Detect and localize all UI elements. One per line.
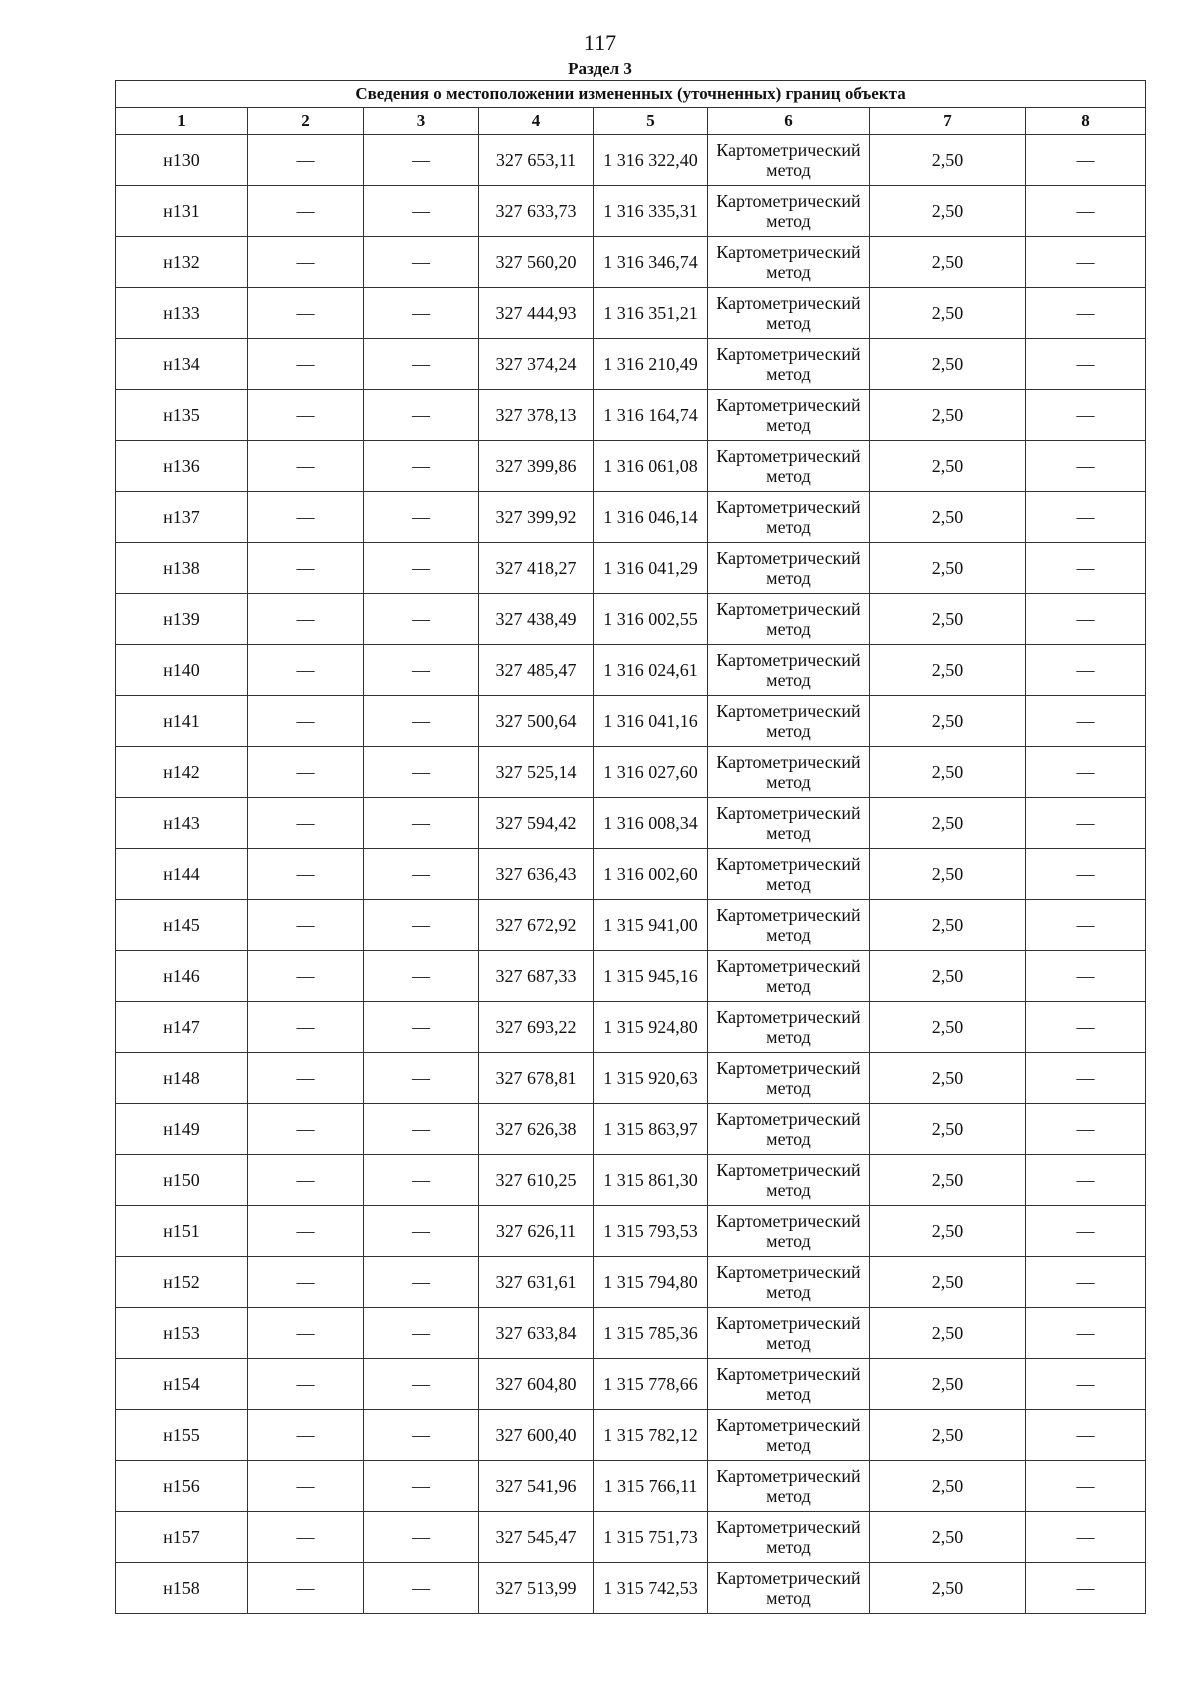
col3-cell: — bbox=[364, 186, 479, 237]
y-coordinate-cell: 1 315 782,12 bbox=[594, 1410, 708, 1461]
col8-cell: — bbox=[1026, 1512, 1146, 1563]
table-row bbox=[116, 339, 1146, 390]
column-number: 5 bbox=[594, 108, 708, 135]
x-coordinate-cell: 327 399,92 bbox=[479, 492, 594, 543]
y-coordinate-cell: 1 316 008,34 bbox=[594, 798, 708, 849]
col8-cell: — bbox=[1026, 1359, 1146, 1410]
accuracy-cell: 2,50 bbox=[870, 951, 1026, 1002]
accuracy-cell: 2,50 bbox=[870, 543, 1026, 594]
method-cell: Картометрический метод bbox=[708, 1410, 870, 1461]
col8-cell: — bbox=[1026, 594, 1146, 645]
section-title: Раздел 3 bbox=[568, 59, 632, 78]
table-row bbox=[116, 186, 1146, 237]
method-cell: Картометрический метод bbox=[708, 1308, 870, 1359]
table-row bbox=[116, 900, 1146, 951]
point-number-cell: н157 bbox=[116, 1512, 248, 1563]
x-coordinate-cell: 327 444,93 bbox=[479, 288, 594, 339]
column-number: 1 bbox=[116, 108, 248, 135]
col2-cell: — bbox=[248, 237, 364, 288]
col3-cell: — bbox=[364, 1461, 479, 1512]
col8-cell: — bbox=[1026, 1053, 1146, 1104]
col8-cell: — bbox=[1026, 390, 1146, 441]
method-cell: Картометрический метод bbox=[708, 288, 870, 339]
point-number-cell: н156 bbox=[116, 1461, 248, 1512]
y-coordinate-cell: 1 316 024,61 bbox=[594, 645, 708, 696]
table-row bbox=[116, 135, 1146, 186]
col3-cell: — bbox=[364, 1563, 479, 1614]
table-row bbox=[116, 1308, 1146, 1359]
col8-cell: — bbox=[1026, 237, 1146, 288]
method-cell: Картометрический метод bbox=[708, 900, 870, 951]
table-row bbox=[116, 1359, 1146, 1410]
method-cell: Картометрический метод bbox=[708, 1053, 870, 1104]
col3-cell: — bbox=[364, 135, 479, 186]
y-coordinate-cell: 1 316 041,16 bbox=[594, 696, 708, 747]
point-number-cell: н146 bbox=[116, 951, 248, 1002]
method-cell: Картометрический метод bbox=[708, 1461, 870, 1512]
col3-cell: — bbox=[364, 798, 479, 849]
col2-cell: — bbox=[248, 1053, 364, 1104]
boundary-coordinates-table bbox=[115, 80, 1146, 1614]
column-number: 3 bbox=[364, 108, 479, 135]
col8-cell: — bbox=[1026, 645, 1146, 696]
col3-cell: — bbox=[364, 900, 479, 951]
point-number-cell: н141 bbox=[116, 696, 248, 747]
col8-cell: — bbox=[1026, 543, 1146, 594]
column-number: 4 bbox=[479, 108, 594, 135]
table-row bbox=[116, 1512, 1146, 1563]
accuracy-cell: 2,50 bbox=[870, 1002, 1026, 1053]
method-cell: Картометрический метод bbox=[708, 441, 870, 492]
col2-cell: — bbox=[248, 900, 364, 951]
table-row bbox=[116, 441, 1146, 492]
point-number-cell: н135 bbox=[116, 390, 248, 441]
col3-cell: — bbox=[364, 1104, 479, 1155]
accuracy-cell: 2,50 bbox=[870, 1512, 1026, 1563]
y-coordinate-cell: 1 315 924,80 bbox=[594, 1002, 708, 1053]
method-cell: Картометрический метод bbox=[708, 135, 870, 186]
column-number: 6 bbox=[708, 108, 870, 135]
col8-cell: — bbox=[1026, 798, 1146, 849]
col8-cell: — bbox=[1026, 441, 1146, 492]
x-coordinate-cell: 327 513,99 bbox=[479, 1563, 594, 1614]
x-coordinate-cell: 327 594,42 bbox=[479, 798, 594, 849]
col2-cell: — bbox=[248, 1308, 364, 1359]
y-coordinate-cell: 1 316 002,55 bbox=[594, 594, 708, 645]
y-coordinate-cell: 1 316 041,29 bbox=[594, 543, 708, 594]
col8-cell: — bbox=[1026, 1002, 1146, 1053]
col8-cell: — bbox=[1026, 1410, 1146, 1461]
point-number-cell: н158 bbox=[116, 1563, 248, 1614]
point-number-cell: н137 bbox=[116, 492, 248, 543]
col2-cell: — bbox=[248, 1461, 364, 1512]
point-number-cell: н131 bbox=[116, 186, 248, 237]
method-cell: Картометрический метод bbox=[708, 849, 870, 900]
table-row bbox=[116, 1563, 1146, 1614]
accuracy-cell: 2,50 bbox=[870, 645, 1026, 696]
x-coordinate-cell: 327 633,84 bbox=[479, 1308, 594, 1359]
col3-cell: — bbox=[364, 339, 479, 390]
x-coordinate-cell: 327 374,24 bbox=[479, 339, 594, 390]
accuracy-cell: 2,50 bbox=[870, 900, 1026, 951]
y-coordinate-cell: 1 316 027,60 bbox=[594, 747, 708, 798]
col3-cell: — bbox=[364, 645, 479, 696]
x-coordinate-cell: 327 525,14 bbox=[479, 747, 594, 798]
col8-cell: — bbox=[1026, 1461, 1146, 1512]
x-coordinate-cell: 327 500,64 bbox=[479, 696, 594, 747]
col3-cell: — bbox=[364, 1257, 479, 1308]
method-cell: Картометрический метод bbox=[708, 339, 870, 390]
point-number-cell: н151 bbox=[116, 1206, 248, 1257]
accuracy-cell: 2,50 bbox=[870, 594, 1026, 645]
point-number-cell: н155 bbox=[116, 1410, 248, 1461]
point-number-cell: н148 bbox=[116, 1053, 248, 1104]
x-coordinate-cell: 327 378,13 bbox=[479, 390, 594, 441]
x-coordinate-cell: 327 687,33 bbox=[479, 951, 594, 1002]
x-coordinate-cell: 327 399,86 bbox=[479, 441, 594, 492]
method-cell: Картометрический метод bbox=[708, 1104, 870, 1155]
col2-cell: — bbox=[248, 1563, 364, 1614]
y-coordinate-cell: 1 316 351,21 bbox=[594, 288, 708, 339]
col3-cell: — bbox=[364, 1053, 479, 1104]
col8-cell: — bbox=[1026, 900, 1146, 951]
col2-cell: — bbox=[248, 849, 364, 900]
table-row bbox=[116, 288, 1146, 339]
point-number-cell: н144 bbox=[116, 849, 248, 900]
col2-cell: — bbox=[248, 1359, 364, 1410]
table-row bbox=[116, 951, 1146, 1002]
col2-cell: — bbox=[248, 441, 364, 492]
accuracy-cell: 2,50 bbox=[870, 1308, 1026, 1359]
col2-cell: — bbox=[248, 543, 364, 594]
method-cell: Картометрический метод bbox=[708, 492, 870, 543]
accuracy-cell: 2,50 bbox=[870, 237, 1026, 288]
col3-cell: — bbox=[364, 1359, 479, 1410]
col3-cell: — bbox=[364, 1512, 479, 1563]
accuracy-cell: 2,50 bbox=[870, 1257, 1026, 1308]
x-coordinate-cell: 327 693,22 bbox=[479, 1002, 594, 1053]
col2-cell: — bbox=[248, 951, 364, 1002]
col3-cell: — bbox=[364, 543, 479, 594]
col2-cell: — bbox=[248, 1002, 364, 1053]
point-number-cell: н147 bbox=[116, 1002, 248, 1053]
col3-cell: — bbox=[364, 237, 479, 288]
y-coordinate-cell: 1 316 210,49 bbox=[594, 339, 708, 390]
method-cell: Картометрический метод bbox=[708, 1563, 870, 1614]
y-coordinate-cell: 1 315 941,00 bbox=[594, 900, 708, 951]
accuracy-cell: 2,50 bbox=[870, 186, 1026, 237]
table-caption: Сведения о местоположении измененных (уточненных) границ объекта bbox=[116, 81, 1146, 108]
col8-cell: — bbox=[1026, 951, 1146, 1002]
column-number: 2 bbox=[248, 108, 364, 135]
accuracy-cell: 2,50 bbox=[870, 492, 1026, 543]
point-number-cell: н134 bbox=[116, 339, 248, 390]
table-row bbox=[116, 1410, 1146, 1461]
point-number-cell: н132 bbox=[116, 237, 248, 288]
accuracy-cell: 2,50 bbox=[870, 1104, 1026, 1155]
method-cell: Картометрический метод bbox=[708, 747, 870, 798]
x-coordinate-cell: 327 610,25 bbox=[479, 1155, 594, 1206]
x-coordinate-cell: 327 631,61 bbox=[479, 1257, 594, 1308]
method-cell: Картометрический метод bbox=[708, 798, 870, 849]
point-number-cell: н133 bbox=[116, 288, 248, 339]
col3-cell: — bbox=[364, 1410, 479, 1461]
y-coordinate-cell: 1 315 766,11 bbox=[594, 1461, 708, 1512]
y-coordinate-cell: 1 315 751,73 bbox=[594, 1512, 708, 1563]
accuracy-cell: 2,50 bbox=[870, 1155, 1026, 1206]
col8-cell: — bbox=[1026, 1104, 1146, 1155]
x-coordinate-cell: 327 626,11 bbox=[479, 1206, 594, 1257]
method-cell: Картометрический метод bbox=[708, 543, 870, 594]
accuracy-cell: 2,50 bbox=[870, 135, 1026, 186]
col3-cell: — bbox=[364, 288, 479, 339]
y-coordinate-cell: 1 316 061,08 bbox=[594, 441, 708, 492]
table-row bbox=[116, 594, 1146, 645]
point-number-cell: н150 bbox=[116, 1155, 248, 1206]
column-number-row bbox=[116, 108, 1146, 135]
col8-cell: — bbox=[1026, 747, 1146, 798]
table-row bbox=[116, 849, 1146, 900]
accuracy-cell: 2,50 bbox=[870, 747, 1026, 798]
col3-cell: — bbox=[364, 696, 479, 747]
col2-cell: — bbox=[248, 1206, 364, 1257]
point-number-cell: н136 bbox=[116, 441, 248, 492]
col2-cell: — bbox=[248, 1104, 364, 1155]
table-row bbox=[116, 747, 1146, 798]
table-row bbox=[116, 237, 1146, 288]
table-row bbox=[116, 798, 1146, 849]
method-cell: Картометрический метод bbox=[708, 186, 870, 237]
y-coordinate-cell: 1 315 794,80 bbox=[594, 1257, 708, 1308]
x-coordinate-cell: 327 653,11 bbox=[479, 135, 594, 186]
column-number: 8 bbox=[1026, 108, 1146, 135]
x-coordinate-cell: 327 604,80 bbox=[479, 1359, 594, 1410]
point-number-cell: н140 bbox=[116, 645, 248, 696]
col3-cell: — bbox=[364, 1206, 479, 1257]
method-cell: Картометрический метод bbox=[708, 1257, 870, 1308]
col3-cell: — bbox=[364, 849, 479, 900]
y-coordinate-cell: 1 316 046,14 bbox=[594, 492, 708, 543]
col8-cell: — bbox=[1026, 1257, 1146, 1308]
col3-cell: — bbox=[364, 594, 479, 645]
col3-cell: — bbox=[364, 390, 479, 441]
column-number: 7 bbox=[870, 108, 1026, 135]
point-number-cell: н142 bbox=[116, 747, 248, 798]
accuracy-cell: 2,50 bbox=[870, 1461, 1026, 1512]
y-coordinate-cell: 1 316 322,40 bbox=[594, 135, 708, 186]
col2-cell: — bbox=[248, 594, 364, 645]
table-row bbox=[116, 1155, 1146, 1206]
x-coordinate-cell: 327 678,81 bbox=[479, 1053, 594, 1104]
method-cell: Картометрический метод bbox=[708, 390, 870, 441]
accuracy-cell: 2,50 bbox=[870, 696, 1026, 747]
accuracy-cell: 2,50 bbox=[870, 339, 1026, 390]
point-number-cell: н139 bbox=[116, 594, 248, 645]
col3-cell: — bbox=[364, 1002, 479, 1053]
col8-cell: — bbox=[1026, 1155, 1146, 1206]
y-coordinate-cell: 1 315 920,63 bbox=[594, 1053, 708, 1104]
method-cell: Картометрический метод bbox=[708, 594, 870, 645]
point-number-cell: н153 bbox=[116, 1308, 248, 1359]
col2-cell: — bbox=[248, 798, 364, 849]
method-cell: Картометрический метод bbox=[708, 1002, 870, 1053]
col2-cell: — bbox=[248, 288, 364, 339]
accuracy-cell: 2,50 bbox=[870, 288, 1026, 339]
col8-cell: — bbox=[1026, 696, 1146, 747]
col8-cell: — bbox=[1026, 492, 1146, 543]
x-coordinate-cell: 327 560,20 bbox=[479, 237, 594, 288]
col2-cell: — bbox=[248, 645, 364, 696]
accuracy-cell: 2,50 bbox=[870, 1206, 1026, 1257]
method-cell: Картометрический метод bbox=[708, 1359, 870, 1410]
y-coordinate-cell: 1 316 164,74 bbox=[594, 390, 708, 441]
page-number: 117 bbox=[583, 30, 617, 55]
col2-cell: — bbox=[248, 696, 364, 747]
y-coordinate-cell: 1 315 945,16 bbox=[594, 951, 708, 1002]
table-row bbox=[116, 492, 1146, 543]
x-coordinate-cell: 327 600,40 bbox=[479, 1410, 594, 1461]
x-coordinate-cell: 327 438,49 bbox=[479, 594, 594, 645]
col8-cell: — bbox=[1026, 1206, 1146, 1257]
y-coordinate-cell: 1 315 742,53 bbox=[594, 1563, 708, 1614]
col2-cell: — bbox=[248, 390, 364, 441]
col2-cell: — bbox=[248, 747, 364, 798]
y-coordinate-cell: 1 316 002,60 bbox=[594, 849, 708, 900]
table-row bbox=[116, 1053, 1146, 1104]
x-coordinate-cell: 327 626,38 bbox=[479, 1104, 594, 1155]
col2-cell: — bbox=[248, 186, 364, 237]
accuracy-cell: 2,50 bbox=[870, 441, 1026, 492]
table-row bbox=[116, 543, 1146, 594]
x-coordinate-cell: 327 545,47 bbox=[479, 1512, 594, 1563]
col3-cell: — bbox=[364, 747, 479, 798]
col8-cell: — bbox=[1026, 186, 1146, 237]
point-number-cell: н152 bbox=[116, 1257, 248, 1308]
col8-cell: — bbox=[1026, 1308, 1146, 1359]
point-number-cell: н138 bbox=[116, 543, 248, 594]
accuracy-cell: 2,50 bbox=[870, 1563, 1026, 1614]
col8-cell: — bbox=[1026, 135, 1146, 186]
point-number-cell: н154 bbox=[116, 1359, 248, 1410]
col3-cell: — bbox=[364, 951, 479, 1002]
table-caption-row bbox=[116, 81, 1146, 108]
col8-cell: — bbox=[1026, 339, 1146, 390]
col3-cell: — bbox=[364, 441, 479, 492]
table-row bbox=[116, 1002, 1146, 1053]
col2-cell: — bbox=[248, 339, 364, 390]
table-row bbox=[116, 390, 1146, 441]
table-row bbox=[116, 696, 1146, 747]
x-coordinate-cell: 327 418,27 bbox=[479, 543, 594, 594]
method-cell: Картометрический метод bbox=[708, 645, 870, 696]
accuracy-cell: 2,50 bbox=[870, 1053, 1026, 1104]
table-row bbox=[116, 1104, 1146, 1155]
method-cell: Картометрический метод bbox=[708, 237, 870, 288]
col8-cell: — bbox=[1026, 288, 1146, 339]
table-row bbox=[116, 645, 1146, 696]
table-body bbox=[116, 135, 1146, 1614]
point-number-cell: н130 bbox=[116, 135, 248, 186]
col8-cell: — bbox=[1026, 849, 1146, 900]
col2-cell: — bbox=[248, 492, 364, 543]
method-cell: Картометрический метод bbox=[708, 1155, 870, 1206]
accuracy-cell: 2,50 bbox=[870, 798, 1026, 849]
x-coordinate-cell: 327 485,47 bbox=[479, 645, 594, 696]
method-cell: Картометрический метод bbox=[708, 1512, 870, 1563]
col3-cell: — bbox=[364, 492, 479, 543]
col3-cell: — bbox=[364, 1155, 479, 1206]
accuracy-cell: 2,50 bbox=[870, 1410, 1026, 1461]
y-coordinate-cell: 1 316 335,31 bbox=[594, 186, 708, 237]
accuracy-cell: 2,50 bbox=[870, 390, 1026, 441]
y-coordinate-cell: 1 315 861,30 bbox=[594, 1155, 708, 1206]
col2-cell: — bbox=[248, 1155, 364, 1206]
x-coordinate-cell: 327 541,96 bbox=[479, 1461, 594, 1512]
y-coordinate-cell: 1 315 785,36 bbox=[594, 1308, 708, 1359]
accuracy-cell: 2,50 bbox=[870, 849, 1026, 900]
table-row bbox=[116, 1257, 1146, 1308]
method-cell: Картометрический метод bbox=[708, 1206, 870, 1257]
y-coordinate-cell: 1 315 793,53 bbox=[594, 1206, 708, 1257]
col2-cell: — bbox=[248, 1512, 364, 1563]
x-coordinate-cell: 327 636,43 bbox=[479, 849, 594, 900]
table-row bbox=[116, 1461, 1146, 1512]
y-coordinate-cell: 1 315 863,97 bbox=[594, 1104, 708, 1155]
accuracy-cell: 2,50 bbox=[870, 1359, 1026, 1410]
method-cell: Картометрический метод bbox=[708, 696, 870, 747]
point-number-cell: н149 bbox=[116, 1104, 248, 1155]
method-cell: Картометрический метод bbox=[708, 951, 870, 1002]
point-number-cell: н143 bbox=[116, 798, 248, 849]
y-coordinate-cell: 1 315 778,66 bbox=[594, 1359, 708, 1410]
y-coordinate-cell: 1 316 346,74 bbox=[594, 237, 708, 288]
col3-cell: — bbox=[364, 1308, 479, 1359]
col2-cell: — bbox=[248, 1410, 364, 1461]
col2-cell: — bbox=[248, 1257, 364, 1308]
col2-cell: — bbox=[248, 135, 364, 186]
x-coordinate-cell: 327 672,92 bbox=[479, 900, 594, 951]
point-number-cell: н145 bbox=[116, 900, 248, 951]
x-coordinate-cell: 327 633,73 bbox=[479, 186, 594, 237]
table-row bbox=[116, 1206, 1146, 1257]
col8-cell: — bbox=[1026, 1563, 1146, 1614]
